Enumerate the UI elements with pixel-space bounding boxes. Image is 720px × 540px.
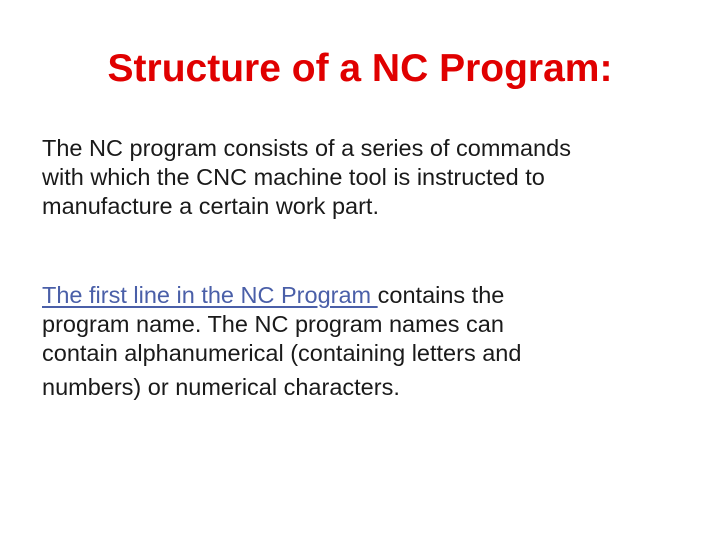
slide-title: Structure of a NC Program: [107, 47, 613, 90]
paragraph-line: The NC program consists of a series of commands [42, 135, 571, 161]
paragraph-line: program name. The NC program names can [42, 311, 504, 337]
paragraph-program-definition [42, 134, 702, 221]
paragraph-line-rest: contains the [377, 282, 505, 308]
paragraph-line: numbers) or numerical characters. [42, 374, 400, 400]
paragraph-line: contain alphanumerical (containing letters and [42, 340, 522, 366]
paragraph-line [42, 281, 702, 310]
paragraph-line: manufacture a certain work part. [42, 193, 379, 219]
first-line-link[interactable]: The first line in the NC Program [42, 282, 378, 308]
paragraph-line: with which the CNC machine tool is instructed to [42, 164, 545, 190]
paragraph-program-name [42, 281, 702, 402]
